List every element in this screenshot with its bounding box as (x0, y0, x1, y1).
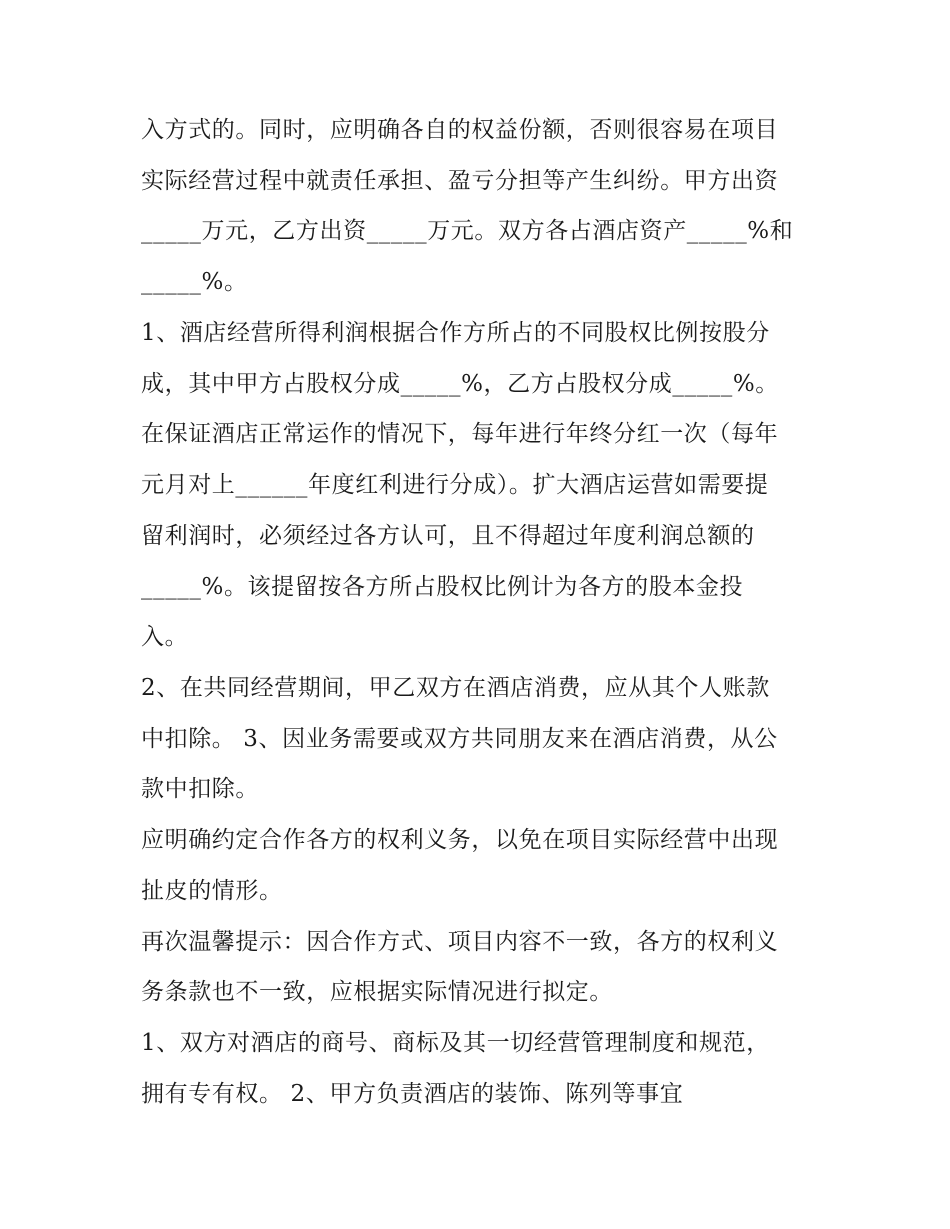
text-line: 1、双方对酒店的商号、商标及其一切经营管理制度和规范， (141, 1030, 770, 1056)
text-line: 入。 (141, 624, 189, 650)
text-line: 在保证酒店正常运作的情况下，每年进行年终分红一次（每年 (141, 421, 779, 447)
text-line: 实际经营过程中就责任承担、盈亏分担等产生纠纷。甲方出资 (141, 168, 779, 194)
text-line: 1、酒店经营所得利润根据合作方所占的不同股权比例按股分 (141, 320, 770, 346)
text-line: _____万元，乙方出资_____万元。双方各占酒店资产_____%和 (141, 218, 794, 244)
text-line: 拥有专有权。 2、甲方负责酒店的装饰、陈列等事宜 (141, 1081, 684, 1107)
text-line: 入方式的。同时，应明确各自的权益份额，否则很容易在项目 (141, 117, 779, 143)
text-line: 留利润时，必须经过各方认可，且不得超过年度利润总额的 (141, 523, 755, 549)
text-line: 中扣除。 3、因业务需要或双方共同朋友来在酒店消费，从公 (141, 726, 778, 752)
text-line: _____%。 (141, 269, 248, 295)
text-line: 成，其中甲方占股权分成_____%，乙方占股权分成_____%。 (141, 371, 779, 397)
text-line: _____%。该提留按各方所占股权比例计为各方的股本金投 (141, 574, 744, 600)
text-line: 应明确约定合作各方的权利义务，以免在项目实际经营中出现 (141, 827, 779, 853)
text-line: 款中扣除。 (141, 776, 259, 802)
text-line: 2、在共同经营期间，甲乙双方在酒店消费，应从其个人账款 (141, 675, 770, 701)
text-line: 务条款也不一致，应根据实际情况进行拟定。 (141, 979, 613, 1005)
text-line: 元月对上______年度红利进行分成）。扩大酒店运营如需要提 (141, 472, 769, 498)
text-line: 扯皮的情形。 (141, 878, 283, 904)
text-line: 再次温馨提示：因合作方式、项目内容不一致，各方的权利义 (141, 929, 779, 955)
